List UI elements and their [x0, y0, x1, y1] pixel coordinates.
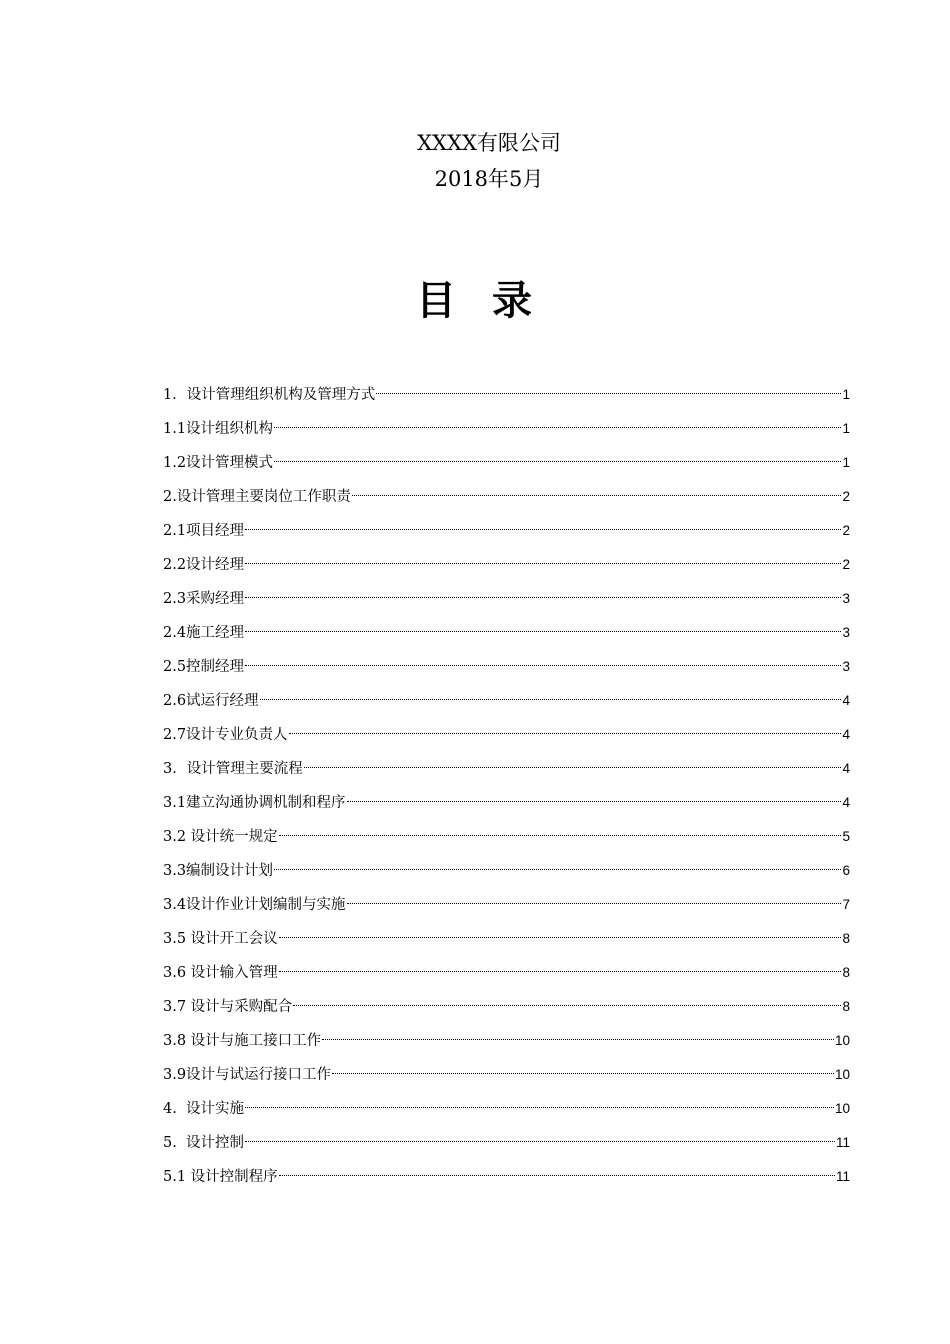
toc-entry[interactable] [163, 618, 850, 652]
toc-entry[interactable] [163, 414, 850, 448]
toc-entry-label: 1.2设计管理模式 [163, 455, 274, 471]
toc-entry-label: 5.1 设计控制程序 [163, 1169, 278, 1185]
toc-entry[interactable] [163, 380, 850, 414]
toc-entry[interactable] [163, 1094, 850, 1128]
toc-entry-label: 5. 设计控制 [163, 1135, 245, 1151]
toc-entry-page: 6 [842, 863, 850, 878]
toc-entry-label: 1．设计管理组织机构及管理方式 [163, 387, 376, 403]
toc-dot-leader [322, 1039, 834, 1040]
toc-entry-page: 1 [842, 421, 850, 436]
toc-entry-page: 4 [842, 761, 850, 776]
toc-entry[interactable] [163, 958, 850, 992]
toc-entry[interactable] [163, 1026, 850, 1060]
toc-entry[interactable] [163, 550, 850, 584]
toc-entry[interactable] [163, 788, 850, 822]
toc-entry-label: 3.4设计作业计划编制与实施 [163, 897, 346, 913]
toc-dot-leader [279, 971, 842, 972]
toc-dot-leader [245, 631, 841, 632]
toc-entry-label: 4. 设计实施 [163, 1101, 245, 1117]
toc-entry-label: 2.1项目经理 [163, 523, 245, 539]
toc-dot-leader [274, 869, 841, 870]
toc-entry-page: 11 [835, 1169, 850, 1184]
toc-entry-label: 2.4施工经理 [163, 625, 245, 641]
toc-dot-leader [352, 495, 842, 496]
toc-entry[interactable] [163, 720, 850, 754]
toc-entry-page: 3 [842, 659, 850, 674]
toc-dot-leader [245, 563, 841, 564]
toc-entry[interactable] [163, 924, 850, 958]
toc-entry-page: 8 [842, 965, 850, 980]
toc-entry-page: 8 [842, 999, 850, 1014]
toc-entry-label: 3.7 设计与采购配合 [163, 999, 293, 1015]
toc-entry-page: 4 [842, 693, 850, 708]
toc-dot-leader [279, 1175, 835, 1176]
toc-entry-label: 3.9设计与试运行接口工作 [163, 1067, 332, 1083]
toc-dot-leader [289, 733, 842, 734]
toc-entry[interactable] [163, 652, 850, 686]
toc-entry[interactable] [163, 992, 850, 1026]
toc-dot-leader [332, 1073, 834, 1074]
toc-entry-label: 2.5控制经理 [163, 659, 245, 675]
toc-dot-leader [293, 1005, 841, 1006]
toc-entry-page: 3 [842, 591, 850, 606]
toc-dot-leader [260, 699, 842, 700]
toc-entry-label: 2.设计管理主要岗位工作职责 [163, 489, 351, 505]
toc-entry-label: 1.1设计组织机构 [163, 421, 274, 437]
toc-entry-page: 5 [842, 829, 850, 844]
toc-dot-leader [245, 597, 841, 598]
toc-entry-page: 10 [834, 1101, 850, 1116]
toc-dot-leader [347, 801, 842, 802]
toc-dot-leader [274, 461, 841, 462]
toc-entry[interactable] [163, 584, 850, 618]
toc-dot-leader [304, 767, 842, 768]
toc-entry-label: 2.7设计专业负责人 [163, 727, 288, 743]
toc-entry-page: 4 [842, 795, 850, 810]
toc-dot-leader [279, 835, 842, 836]
toc-entry[interactable] [163, 822, 850, 856]
toc-dot-leader [245, 665, 841, 666]
toc-entry-label: 3.3编制设计计划 [163, 863, 274, 879]
toc-entry[interactable] [163, 856, 850, 890]
toc-entry-page: 1 [842, 387, 850, 402]
toc-entry[interactable] [163, 448, 850, 482]
toc-dot-leader [245, 1141, 835, 1142]
toc-entry[interactable] [163, 1060, 850, 1094]
toc-entry[interactable] [163, 482, 850, 516]
toc-entry-page: 8 [842, 931, 850, 946]
toc-entry[interactable] [163, 686, 850, 720]
toc-dot-leader [376, 393, 841, 394]
company-name: XXXX有限公司 [417, 131, 561, 155]
toc-title: 目录 [416, 278, 568, 324]
document-date: 2018年5月 [434, 167, 544, 191]
toc-entry[interactable] [163, 1162, 850, 1196]
toc-entry-label: 3.2 设计统一规定 [163, 829, 278, 845]
toc-entry[interactable] [163, 516, 850, 550]
toc-entry-page: 2 [842, 523, 850, 538]
toc-entry-label: 3.1建立沟通协调机制和程序 [163, 795, 346, 811]
toc-entry-label: 3.8 设计与施工接口工作 [163, 1033, 322, 1049]
toc-entry-label: 3.6 设计输入管理 [163, 965, 278, 981]
toc-entry-label: 2.6试运行经理 [163, 693, 259, 709]
toc-entry-page: 2 [842, 489, 850, 504]
toc-entry[interactable] [163, 890, 850, 924]
toc-entry-label: 2.3采购经理 [163, 591, 245, 607]
toc-entry-page: 10 [834, 1033, 850, 1048]
toc-dot-leader [245, 1107, 834, 1108]
toc-dot-leader [245, 529, 841, 530]
toc-entry-label: 3．设计管理主要流程 [163, 761, 303, 777]
toc-entry-page: 10 [834, 1067, 850, 1082]
toc-entry[interactable] [163, 754, 850, 788]
table-of-contents [163, 380, 850, 1196]
toc-entry-page: 4 [842, 727, 850, 742]
toc-entry[interactable] [163, 1128, 850, 1162]
toc-entry-label: 3.5 设计开工会议 [163, 931, 278, 947]
toc-entry-page: 2 [842, 557, 850, 572]
toc-entry-page: 7 [842, 897, 850, 912]
toc-dot-leader [274, 427, 841, 428]
toc-entry-page: 3 [842, 625, 850, 640]
toc-dot-leader [347, 903, 842, 904]
toc-dot-leader [279, 937, 842, 938]
toc-entry-page: 1 [842, 455, 850, 470]
toc-entry-label: 2.2设计经理 [163, 557, 245, 573]
toc-entry-page: 11 [835, 1135, 850, 1150]
